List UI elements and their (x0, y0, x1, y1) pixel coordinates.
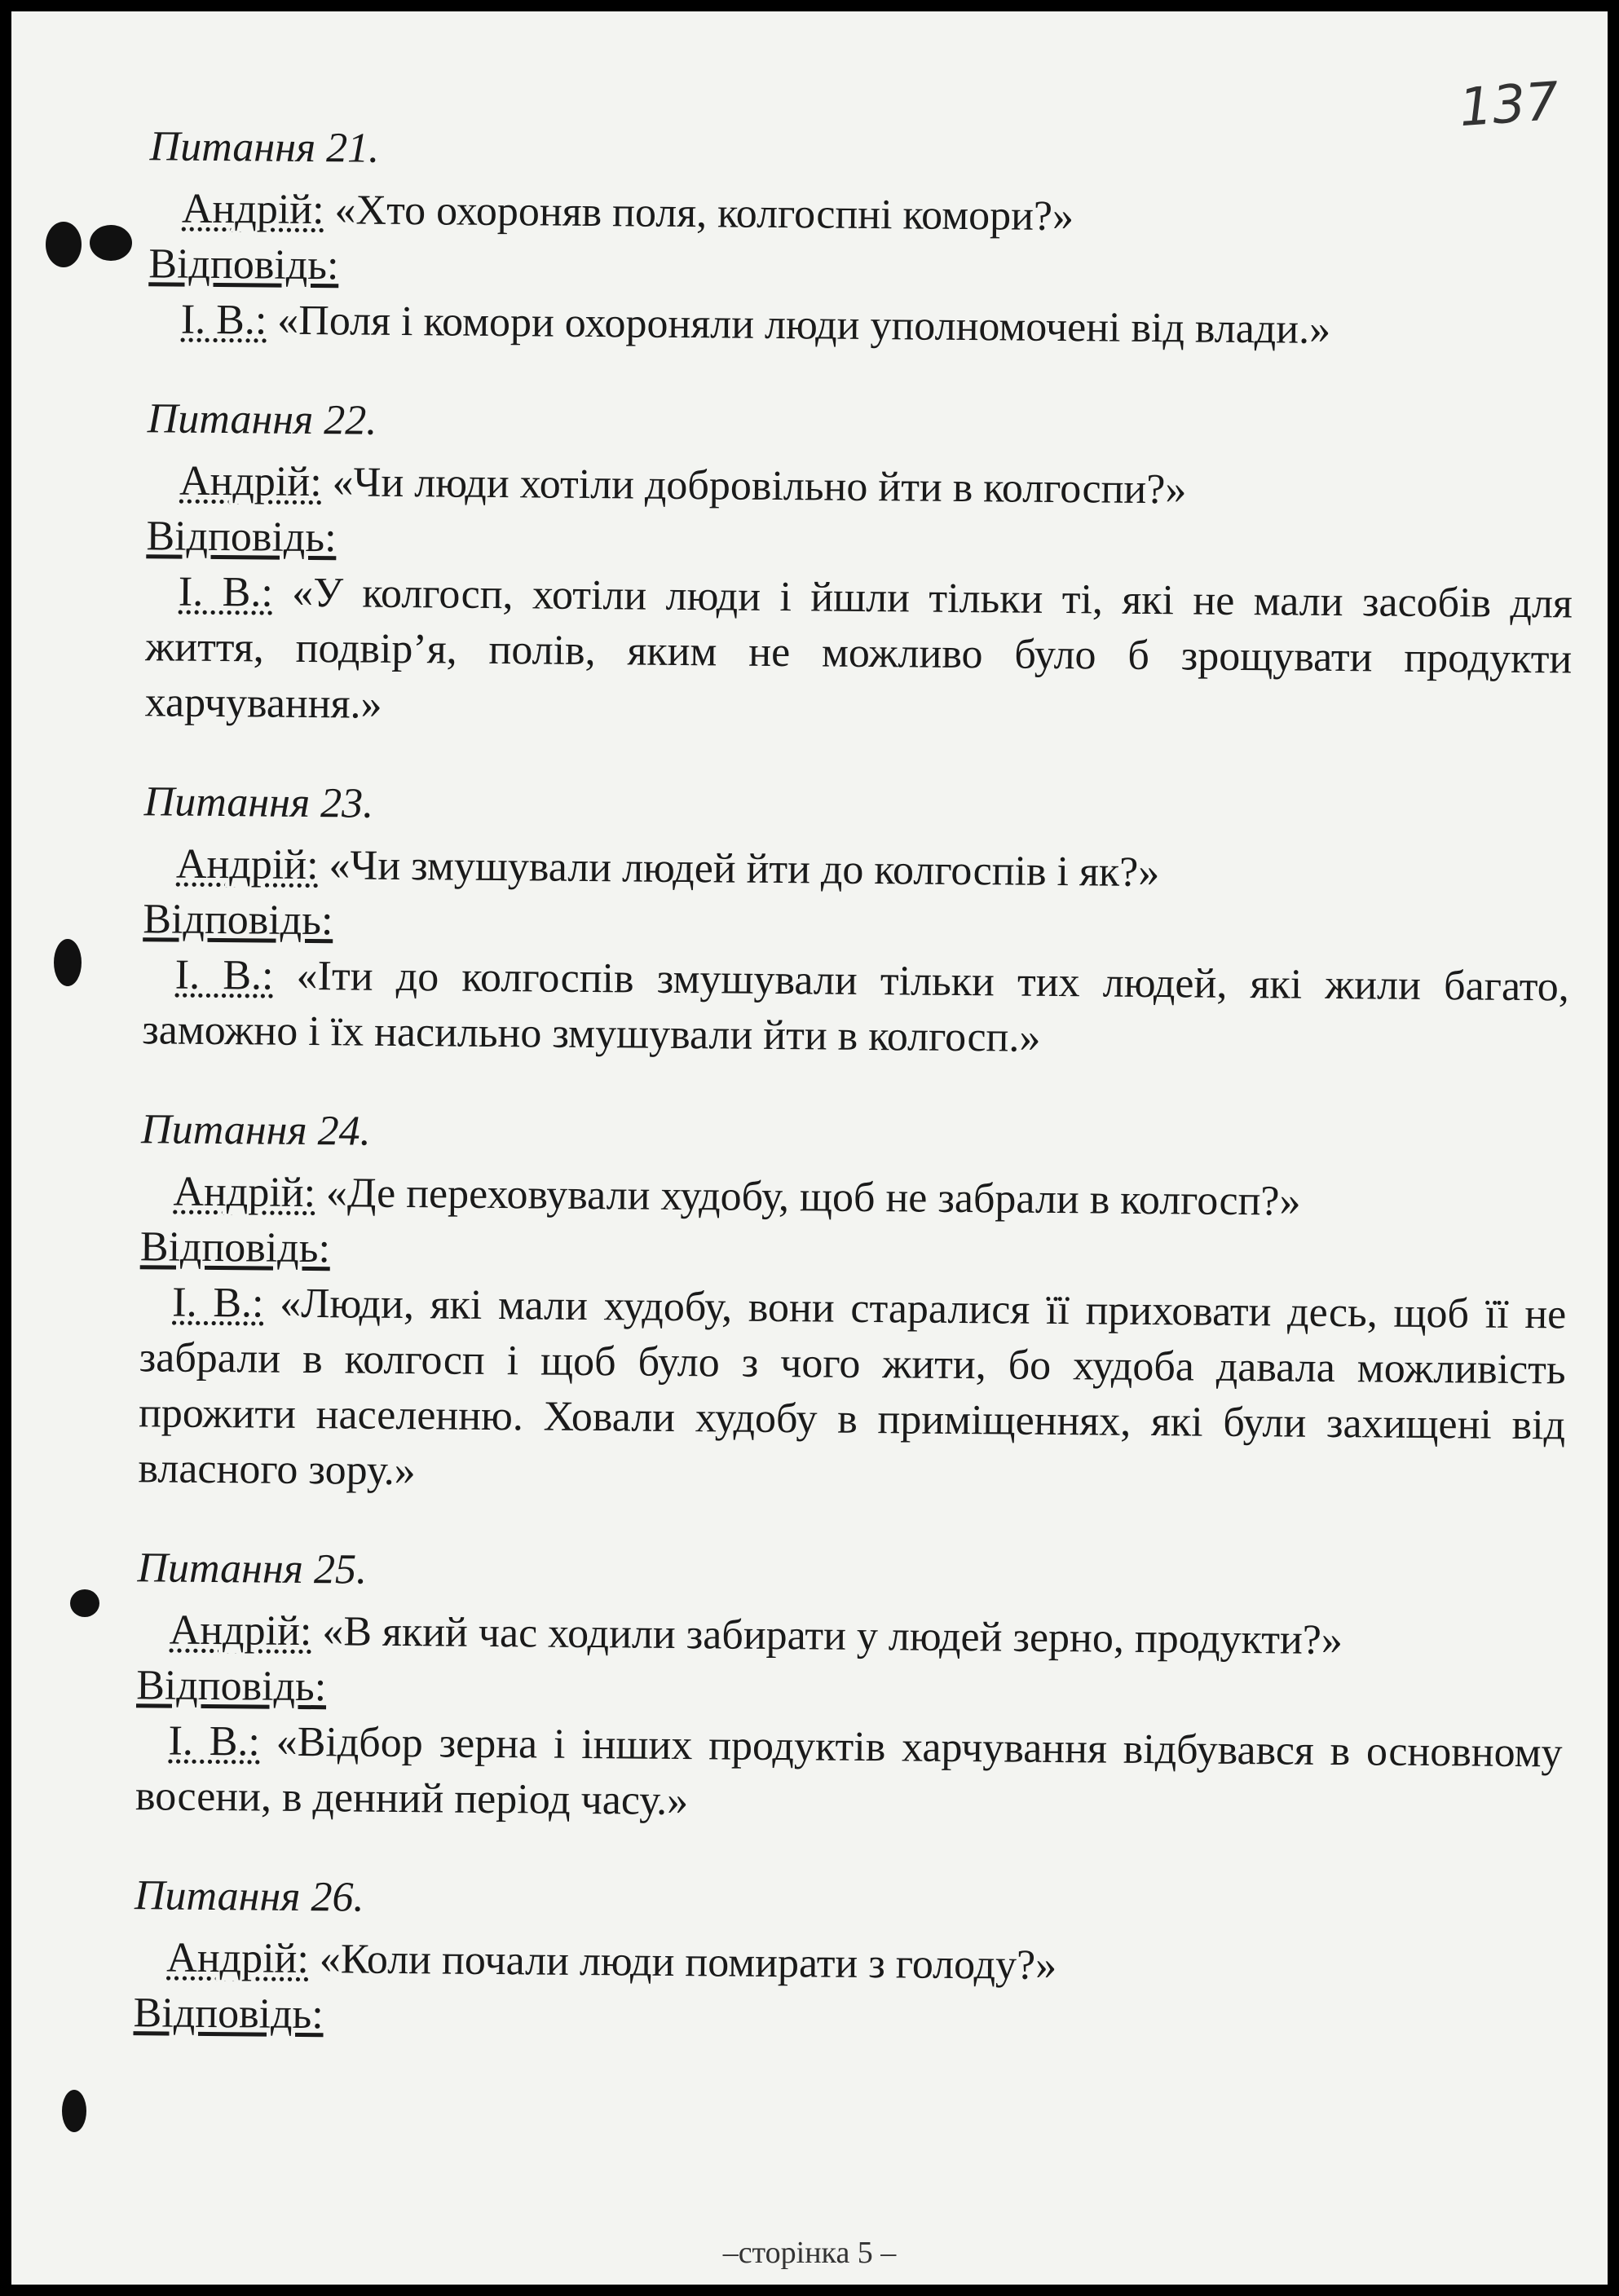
page-footer: –сторінка 5 – (722, 2236, 897, 2270)
archive-page-number: 137 (1457, 71, 1561, 139)
answer-paragraph (113, 1275, 1566, 1509)
answer-paragraph (111, 1713, 1563, 1837)
document-page (11, 11, 1608, 2285)
answer-label: Відповідь: (135, 1662, 327, 1711)
answer-label: Відповідь: (146, 513, 337, 562)
answer-text: «Поля і комори охороняли люди уполномочені від влади.» (277, 297, 1331, 353)
question-text: «Коли почали люди помирати з голоду?» (319, 1936, 1057, 1990)
question-block (120, 390, 1574, 743)
answer-paragraph (124, 292, 1576, 360)
question-text: «Чи люди хотіли добровільно йти в колгоспи?» (332, 459, 1187, 513)
question-block (108, 1866, 1561, 2054)
question-block (117, 773, 1571, 1071)
question-title: Питання 25. (137, 1545, 368, 1593)
question-title: Питання 26. (134, 1872, 364, 1921)
answer-label: Відповідь: (148, 240, 339, 289)
question-title: Питання 23. (143, 778, 374, 827)
answer-label: Відповідь: (139, 1223, 331, 1272)
respondent-label: І. В.: (168, 1717, 261, 1765)
punch-hole (70, 1589, 99, 1617)
respondent-label: І. В.: (174, 951, 274, 999)
punch-hole (54, 939, 82, 986)
question-title: Питання 22. (147, 395, 377, 444)
answer-text: «Люди, які мали худобу, вони старалися її приховати десь, щоб її не забрали в колгосп і щоб було з чого жити, бо худоба давала можливість прожити населенню. Ховали худобу в приміщеннях, які були захищені від власного зору.» (138, 1280, 1567, 1495)
respondent-label: І. В.: (180, 296, 267, 344)
answer-label: Відповідь: (143, 896, 333, 945)
question-text: «Хто охороняв поля, колгоспні комори?» (334, 187, 1074, 240)
answer-heading (108, 1985, 1560, 2054)
question-text: «Чи змушували людей йти до колгоспів і як?» (329, 842, 1160, 897)
punch-hole (62, 2090, 86, 2132)
answer-paragraph (117, 947, 1569, 1071)
speaker-label: Андрій: (169, 1606, 312, 1655)
speaker-label: Андрій: (166, 1934, 310, 1983)
question-block (113, 1100, 1568, 1509)
punch-hole (46, 222, 82, 267)
answer-text: «Іти до колгоспів змушували тільки тих людей, які жили багато, заможно і їх насильно змушували йти в колгосп.» (141, 952, 1570, 1061)
interview-transcript (108, 117, 1577, 2095)
answer-label: Відповідь: (133, 1990, 324, 2038)
respondent-label: І. В.: (178, 568, 274, 616)
question-text: «Де переховували худобу, щоб не забрали в колгосп?» (325, 1170, 1301, 1225)
answer-text: «Відбор зерна і інших продуктів харчування відбувався в основному восени, в денний період часу.» (135, 1718, 1563, 1825)
question-block (111, 1539, 1564, 1837)
question-block (124, 117, 1577, 360)
respondent-label: І. В.: (172, 1279, 264, 1327)
speaker-label: Андрій: (175, 840, 319, 889)
speaker-label: Андрій: (173, 1168, 316, 1217)
question-title: Питання 24. (140, 1106, 371, 1155)
speaker-label: Андрій: (179, 457, 322, 506)
question-text: «В який час ходили забирати у людей зерно, продукти?» (322, 1608, 1343, 1664)
answer-paragraph (120, 564, 1573, 743)
speaker-label: Андрій: (181, 185, 324, 234)
question-title: Питання 21. (149, 123, 380, 172)
answer-text: «У колгосп, хотіли люди і йшли тільки ті, які не мали засобів для життя, подвір’я, полів, яким не можливо було б зрощувати продукти харчування.» (144, 569, 1573, 728)
